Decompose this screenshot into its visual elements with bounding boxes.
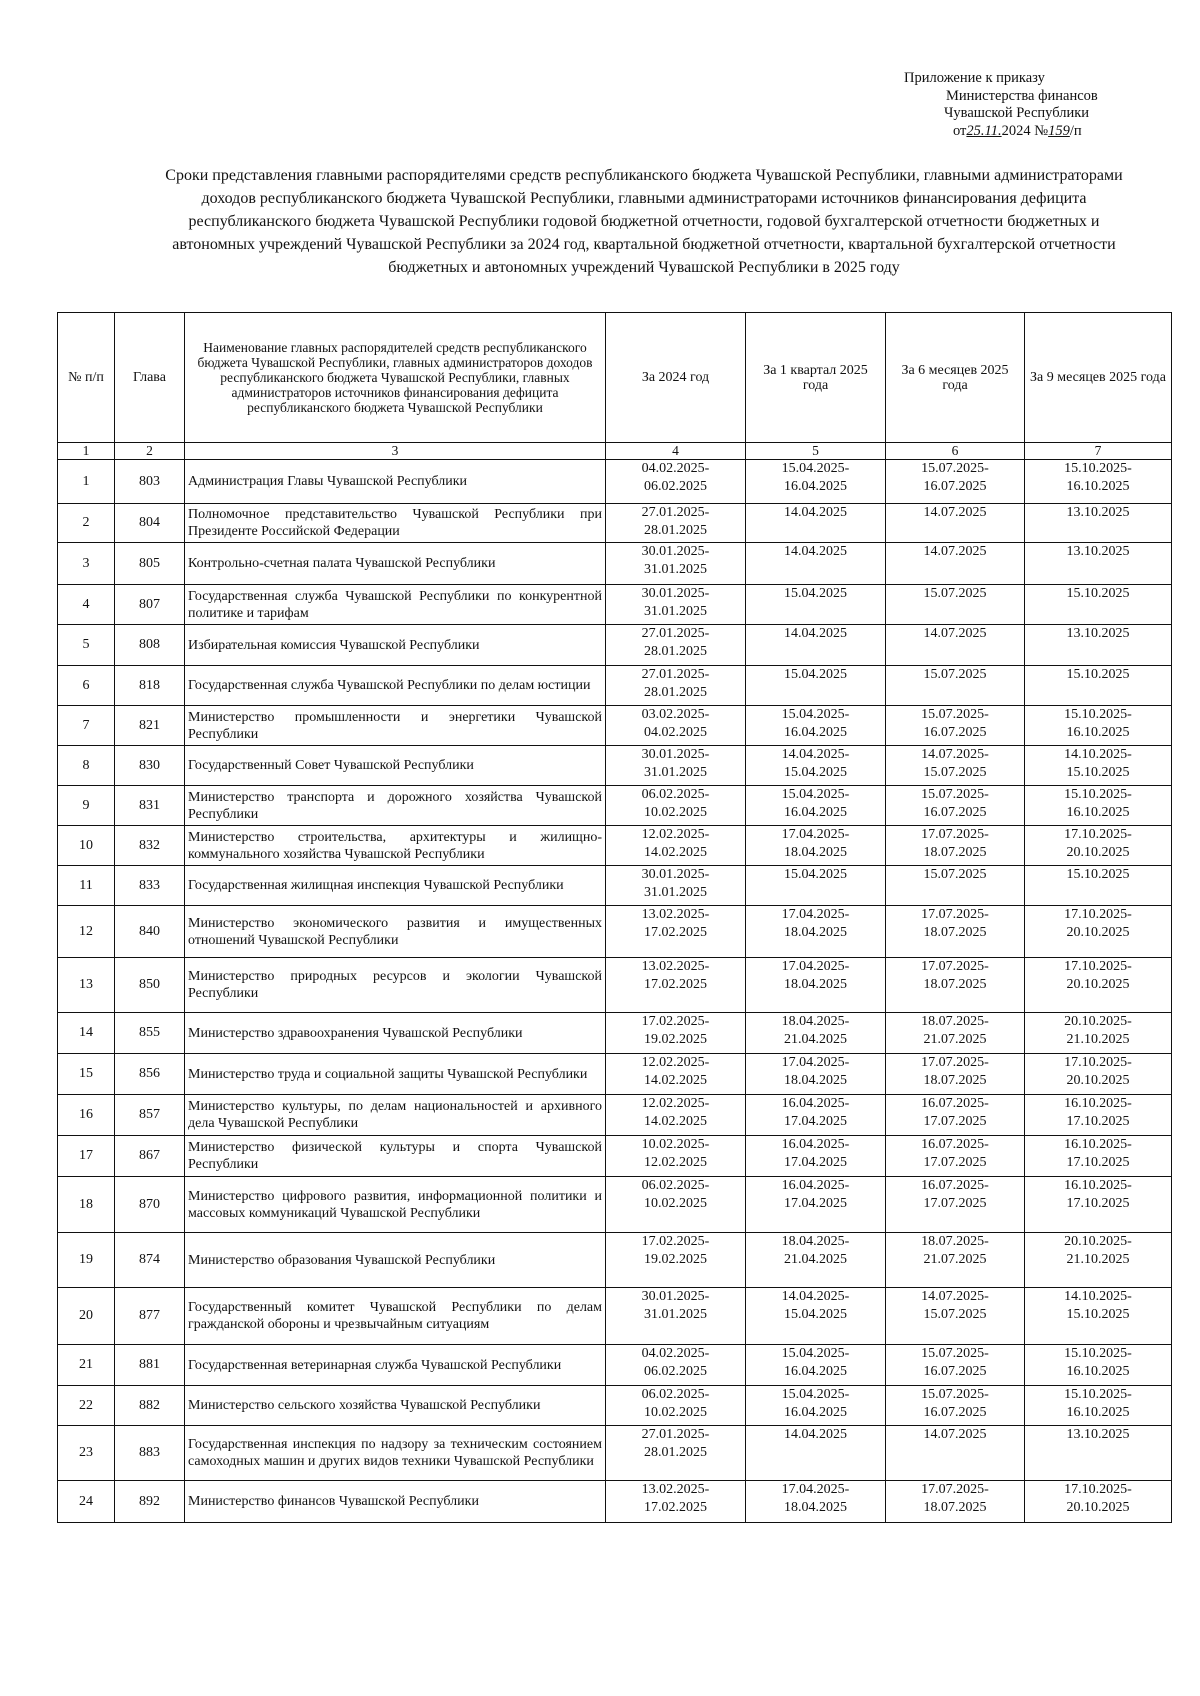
table-row xyxy=(58,1481,1172,1523)
deadline-q1-2025: 18.04.2025- 21.04.2025 xyxy=(746,1233,886,1288)
deadline-q1-2025: 16.04.2025- 17.04.2025 xyxy=(746,1136,886,1177)
row-number: 3 xyxy=(58,543,115,585)
organization-name: Государственная служба Чувашской Республики по конкурентной политике и тарифам xyxy=(185,585,606,625)
organization-name: Государственная ветеринарная служба Чувашской Республики xyxy=(185,1345,606,1386)
deadline-2024: 06.02.2025- 10.02.2025 xyxy=(606,1386,746,1426)
table-body xyxy=(58,460,1172,1523)
deadline-q1-2025: 14.04.2025 xyxy=(746,504,886,543)
organization-name: Государственная жилищная инспекция Чувашской Республики xyxy=(185,866,606,906)
deadline-h1-2025: 17.07.2025- 18.07.2025 xyxy=(886,1054,1025,1095)
deadline-2024: 12.02.2025- 14.02.2025 xyxy=(606,1054,746,1095)
deadline-2024: 04.02.2025- 06.02.2025 xyxy=(606,1345,746,1386)
chapter-code: 883 xyxy=(115,1426,185,1481)
organization-name: Министерство здравоохранения Чувашской Республики xyxy=(185,1013,606,1054)
chapter-code: 821 xyxy=(115,706,185,746)
deadline-q1-2025: 17.04.2025- 18.04.2025 xyxy=(746,1054,886,1095)
organization-name: Министерство труда и социальной защиты Чувашской Республики xyxy=(185,1054,606,1095)
chapter-code: 870 xyxy=(115,1177,185,1233)
row-number: 8 xyxy=(58,746,115,786)
chapter-code: 807 xyxy=(115,585,185,625)
table-row xyxy=(58,958,1172,1013)
deadline-2024: 27.01.2025- 28.01.2025 xyxy=(606,504,746,543)
deadline-h1-2025: 15.07.2025- 16.07.2025 xyxy=(886,460,1025,504)
appendix-line-1: Приложение к приказу xyxy=(904,70,1045,86)
table-row xyxy=(58,1013,1172,1054)
table-row xyxy=(58,1345,1172,1386)
deadline-2024: 27.01.2025- 28.01.2025 xyxy=(606,625,746,666)
deadline-9m-2025: 15.10.2025- 16.10.2025 xyxy=(1025,1345,1172,1386)
column-number: 3 xyxy=(185,443,606,460)
organization-name: Министерство строительства, архитектуры и жилищно-коммунального хозяйства Чувашской Республики xyxy=(185,826,606,866)
deadline-9m-2025: 15.10.2025- 16.10.2025 xyxy=(1025,786,1172,826)
row-number: 17 xyxy=(58,1136,115,1177)
chapter-code: 803 xyxy=(115,460,185,504)
chapter-code: 840 xyxy=(115,906,185,958)
row-number: 19 xyxy=(58,1233,115,1288)
row-number: 22 xyxy=(58,1386,115,1426)
table-row xyxy=(58,746,1172,786)
appendix-number-handwritten: 159 xyxy=(1048,122,1070,139)
row-number: 6 xyxy=(58,666,115,706)
header-year: За 2024 год xyxy=(606,313,746,443)
row-number: 20 xyxy=(58,1288,115,1345)
organization-name: Министерство транспорта и дорожного хозяйства Чувашской Республики xyxy=(185,786,606,826)
chapter-code: 867 xyxy=(115,1136,185,1177)
deadline-q1-2025: 16.04.2025- 17.04.2025 xyxy=(746,1177,886,1233)
deadline-9m-2025: 15.10.2025 xyxy=(1025,666,1172,706)
deadline-h1-2025: 15.07.2025- 16.07.2025 xyxy=(886,706,1025,746)
deadline-2024: 30.01.2025- 31.01.2025 xyxy=(606,746,746,786)
column-number: 1 xyxy=(58,443,115,460)
deadline-q1-2025: 15.04.2025 xyxy=(746,866,886,906)
deadline-9m-2025: 14.10.2025- 15.10.2025 xyxy=(1025,746,1172,786)
deadline-9m-2025: 15.10.2025 xyxy=(1025,866,1172,906)
organization-name: Министерство цифрового развития, информационной политики и массовых коммуникаций Чувашской Республики xyxy=(185,1177,606,1233)
chapter-code: 881 xyxy=(115,1345,185,1386)
deadline-q1-2025: 14.04.2025- 15.04.2025 xyxy=(746,746,886,786)
deadline-q1-2025: 17.04.2025- 18.04.2025 xyxy=(746,958,886,1013)
deadline-h1-2025: 14.07.2025- 15.07.2025 xyxy=(886,1288,1025,1345)
deadline-h1-2025: 14.07.2025 xyxy=(886,543,1025,585)
deadline-h1-2025: 15.07.2025 xyxy=(886,666,1025,706)
header-code: Глава xyxy=(115,313,185,443)
chapter-code: 833 xyxy=(115,866,185,906)
appendix-line-3: Чувашской Республики xyxy=(944,105,1090,121)
deadline-h1-2025: 16.07.2025- 17.07.2025 xyxy=(886,1095,1025,1136)
column-number: 5 xyxy=(746,443,886,460)
deadline-9m-2025: 13.10.2025 xyxy=(1025,1426,1172,1481)
deadline-h1-2025: 15.07.2025- 16.07.2025 xyxy=(886,1386,1025,1426)
deadline-2024: 03.02.2025- 04.02.2025 xyxy=(606,706,746,746)
deadline-2024: 06.02.2025- 10.02.2025 xyxy=(606,1177,746,1233)
row-number: 11 xyxy=(58,866,115,906)
deadline-q1-2025: 14.04.2025 xyxy=(746,1426,886,1481)
table-row xyxy=(58,1054,1172,1095)
deadline-9m-2025: 15.10.2025- 16.10.2025 xyxy=(1025,460,1172,504)
chapter-code: 808 xyxy=(115,625,185,666)
organization-name: Министерство сельского хозяйства Чувашской Республики xyxy=(185,1386,606,1426)
header-num: № п/п xyxy=(58,313,115,443)
deadline-2024: 06.02.2025- 10.02.2025 xyxy=(606,786,746,826)
deadline-9m-2025: 15.10.2025 xyxy=(1025,585,1172,625)
organization-name: Министерство культуры, по делам национальностей и архивного дела Чувашской Республики xyxy=(185,1095,606,1136)
table-row xyxy=(58,826,1172,866)
deadline-9m-2025: 15.10.2025- 16.10.2025 xyxy=(1025,1386,1172,1426)
organization-name: Министерство образования Чувашской Республики xyxy=(185,1233,606,1288)
deadline-q1-2025: 14.04.2025 xyxy=(746,543,886,585)
row-number: 16 xyxy=(58,1095,115,1136)
deadline-9m-2025: 16.10.2025- 17.10.2025 xyxy=(1025,1136,1172,1177)
deadline-9m-2025: 17.10.2025- 20.10.2025 xyxy=(1025,826,1172,866)
deadline-9m-2025: 17.10.2025- 20.10.2025 xyxy=(1025,906,1172,958)
organization-name: Министерство финансов Чувашской Республики xyxy=(185,1481,606,1523)
deadline-2024: 30.01.2025- 31.01.2025 xyxy=(606,585,746,625)
column-number: 4 xyxy=(606,443,746,460)
row-number: 12 xyxy=(58,906,115,958)
deadline-h1-2025: 18.07.2025- 21.07.2025 xyxy=(886,1233,1025,1288)
table-row xyxy=(58,786,1172,826)
row-number: 7 xyxy=(58,706,115,746)
deadline-9m-2025: 13.10.2025 xyxy=(1025,504,1172,543)
deadline-h1-2025: 14.07.2025 xyxy=(886,625,1025,666)
appendix-date-prefix: от xyxy=(953,122,967,139)
deadline-2024: 04.02.2025- 06.02.2025 xyxy=(606,460,746,504)
deadline-h1-2025: 14.07.2025- 15.07.2025 xyxy=(886,746,1025,786)
chapter-code: 877 xyxy=(115,1288,185,1345)
row-number: 5 xyxy=(58,625,115,666)
deadline-2024: 13.02.2025- 17.02.2025 xyxy=(606,1481,746,1523)
row-number: 10 xyxy=(58,826,115,866)
chapter-code: 830 xyxy=(115,746,185,786)
deadline-2024: 30.01.2025- 31.01.2025 xyxy=(606,1288,746,1345)
appendix-date-year: 2024 № xyxy=(1001,122,1049,139)
table-row xyxy=(58,906,1172,958)
row-number: 24 xyxy=(58,1481,115,1523)
deadline-h1-2025: 15.07.2025- 16.07.2025 xyxy=(886,786,1025,826)
deadline-h1-2025: 16.07.2025- 17.07.2025 xyxy=(886,1136,1025,1177)
document-title: Сроки представления главными распорядителями средств республиканского бюджета Чувашской Республики, главными администраторами доходов республиканского бюджета Чувашской Республики, главными администраторами источников финансирования дефицита республиканского бюджета Чувашской Республики годовой бюджетной отчетности, годовой бухгалтерской отчетности бюджетных и автономных учреждений Чувашской Республики за 2024 год, квартальной бюджетной отчетности, квартальной бухгалтерской отчетности бюджетных и автономных учреждений Чувашской Республики в 2025 году xyxy=(165,167,1123,276)
row-number: 4 xyxy=(58,585,115,625)
table-row xyxy=(58,543,1172,585)
organization-name: Министерство экономического развития и имущественных отношений Чувашской Республики xyxy=(185,906,606,958)
deadline-2024: 17.02.2025- 19.02.2025 xyxy=(606,1233,746,1288)
deadline-h1-2025: 15.07.2025 xyxy=(886,866,1025,906)
deadline-2024: 10.02.2025- 12.02.2025 xyxy=(606,1136,746,1177)
organization-name: Государственный Совет Чувашской Республики xyxy=(185,746,606,786)
column-number: 6 xyxy=(886,443,1025,460)
table-row xyxy=(58,1233,1172,1288)
organization-name: Министерство промышленности и энергетики Чувашской Республики xyxy=(185,706,606,746)
organization-name: Министерство физической культуры и спорта Чувашской Республики xyxy=(185,1136,606,1177)
column-number: 2 xyxy=(115,443,185,460)
table-header-row xyxy=(58,313,1172,443)
row-number: 15 xyxy=(58,1054,115,1095)
table-row xyxy=(58,1426,1172,1481)
deadline-9m-2025: 13.10.2025 xyxy=(1025,625,1172,666)
deadline-q1-2025: 15.04.2025- 16.04.2025 xyxy=(746,1386,886,1426)
chapter-code: 818 xyxy=(115,666,185,706)
deadline-q1-2025: 14.04.2025 xyxy=(746,625,886,666)
deadline-2024: 12.02.2025- 14.02.2025 xyxy=(606,1095,746,1136)
chapter-code: 850 xyxy=(115,958,185,1013)
table-row xyxy=(58,1177,1172,1233)
deadline-h1-2025: 15.07.2025 xyxy=(886,585,1025,625)
deadline-h1-2025: 17.07.2025- 18.07.2025 xyxy=(886,1481,1025,1523)
deadline-9m-2025: 13.10.2025 xyxy=(1025,543,1172,585)
row-number: 1 xyxy=(58,460,115,504)
chapter-code: 832 xyxy=(115,826,185,866)
table-row xyxy=(58,1288,1172,1345)
organization-name: Контрольно-счетная палата Чувашской Республики xyxy=(185,543,606,585)
chapter-code: 831 xyxy=(115,786,185,826)
column-number: 7 xyxy=(1025,443,1172,460)
organization-name: Государственная инспекция по надзору за техническим состоянием самоходных машин и других видов техники Чувашской Республики xyxy=(185,1426,606,1481)
header-name: Наименование главных распорядителей средств республиканского бюджета Чувашской Республики, главных администраторов доходов республиканского бюджета Чувашской Республики, главных администраторов источников финансирования дефицита республиканского бюджета Чувашской Республики xyxy=(185,313,606,443)
organization-name: Государственный комитет Чувашской Республики по делам гражданской обороны и чрезвычайным ситуациям xyxy=(185,1288,606,1345)
table-row xyxy=(58,666,1172,706)
deadline-2024: 17.02.2025- 19.02.2025 xyxy=(606,1013,746,1054)
organization-name: Полномочное представительство Чувашской Республики при Президенте Российской Федерации xyxy=(185,504,606,543)
appendix-block xyxy=(904,70,1098,140)
deadline-h1-2025: 14.07.2025 xyxy=(886,504,1025,543)
row-number: 9 xyxy=(58,786,115,826)
deadline-q1-2025: 14.04.2025- 15.04.2025 xyxy=(746,1288,886,1345)
deadline-9m-2025: 17.10.2025- 20.10.2025 xyxy=(1025,1054,1172,1095)
chapter-code: 805 xyxy=(115,543,185,585)
table-row xyxy=(58,1386,1172,1426)
deadline-2024: 27.01.2025- 28.01.2025 xyxy=(606,1426,746,1481)
deadline-q1-2025: 17.04.2025- 18.04.2025 xyxy=(746,1481,886,1523)
chapter-code: 855 xyxy=(115,1013,185,1054)
deadline-2024: 30.01.2025- 31.01.2025 xyxy=(606,543,746,585)
deadline-9m-2025: 15.10.2025- 16.10.2025 xyxy=(1025,706,1172,746)
deadline-9m-2025: 20.10.2025- 21.10.2025 xyxy=(1025,1013,1172,1054)
chapter-code: 857 xyxy=(115,1095,185,1136)
deadline-9m-2025: 16.10.2025- 17.10.2025 xyxy=(1025,1177,1172,1233)
appendix-number-suffix: /п xyxy=(1069,122,1082,139)
row-number: 23 xyxy=(58,1426,115,1481)
deadline-9m-2025: 16.10.2025- 17.10.2025 xyxy=(1025,1095,1172,1136)
chapter-code: 882 xyxy=(115,1386,185,1426)
chapter-code: 804 xyxy=(115,504,185,543)
table-row xyxy=(58,625,1172,666)
deadline-2024: 30.01.2025- 31.01.2025 xyxy=(606,866,746,906)
row-number: 18 xyxy=(58,1177,115,1233)
deadline-h1-2025: 17.07.2025- 18.07.2025 xyxy=(886,826,1025,866)
deadline-2024: 12.02.2025- 14.02.2025 xyxy=(606,826,746,866)
deadline-h1-2025: 14.07.2025 xyxy=(886,1426,1025,1481)
deadline-h1-2025: 15.07.2025- 16.07.2025 xyxy=(886,1345,1025,1386)
deadline-q1-2025: 15.04.2025- 16.04.2025 xyxy=(746,786,886,826)
row-number: 13 xyxy=(58,958,115,1013)
deadline-q1-2025: 16.04.2025- 17.04.2025 xyxy=(746,1095,886,1136)
organization-name: Администрация Главы Чувашской Республики xyxy=(185,460,606,504)
schedule-table xyxy=(57,312,1172,1523)
deadline-q1-2025: 15.04.2025- 16.04.2025 xyxy=(746,706,886,746)
deadline-h1-2025: 17.07.2025- 18.07.2025 xyxy=(886,958,1025,1013)
appendix-date-line xyxy=(904,123,1098,141)
column-number-row xyxy=(58,443,1172,460)
table-row xyxy=(58,585,1172,625)
appendix-date-handwritten: 25.11. xyxy=(966,122,1002,139)
deadline-h1-2025: 16.07.2025- 17.07.2025 xyxy=(886,1177,1025,1233)
deadline-q1-2025: 15.04.2025 xyxy=(746,585,886,625)
table-row xyxy=(58,706,1172,746)
deadline-q1-2025: 18.04.2025- 21.04.2025 xyxy=(746,1013,886,1054)
header-h1: За 6 месяцев 2025 года xyxy=(886,313,1025,443)
table-row xyxy=(58,866,1172,906)
row-number: 14 xyxy=(58,1013,115,1054)
organization-name: Министерство природных ресурсов и экологии Чувашской Республики xyxy=(185,958,606,1013)
chapter-code: 892 xyxy=(115,1481,185,1523)
deadline-9m-2025: 17.10.2025- 20.10.2025 xyxy=(1025,958,1172,1013)
table-row xyxy=(58,504,1172,543)
deadline-9m-2025: 20.10.2025- 21.10.2025 xyxy=(1025,1233,1172,1288)
chapter-code: 856 xyxy=(115,1054,185,1095)
deadline-h1-2025: 18.07.2025- 21.07.2025 xyxy=(886,1013,1025,1054)
header-m9: За 9 месяцев 2025 года xyxy=(1025,313,1172,443)
row-number: 21 xyxy=(58,1345,115,1386)
row-number: 2 xyxy=(58,504,115,543)
header-q1: За 1 квартал 2025 года xyxy=(746,313,886,443)
deadline-2024: 27.01.2025- 28.01.2025 xyxy=(606,666,746,706)
deadline-2024: 13.02.2025- 17.02.2025 xyxy=(606,906,746,958)
deadline-q1-2025: 15.04.2025- 16.04.2025 xyxy=(746,1345,886,1386)
deadline-q1-2025: 15.04.2025 xyxy=(746,666,886,706)
deadline-q1-2025: 15.04.2025- 16.04.2025 xyxy=(746,460,886,504)
deadline-q1-2025: 17.04.2025- 18.04.2025 xyxy=(746,826,886,866)
organization-name: Избирательная комиссия Чувашской Республики xyxy=(185,625,606,666)
chapter-code: 874 xyxy=(115,1233,185,1288)
deadline-9m-2025: 14.10.2025- 15.10.2025 xyxy=(1025,1288,1172,1345)
organization-name: Государственная служба Чувашской Республики по делам юстиции xyxy=(185,666,606,706)
deadline-2024: 13.02.2025- 17.02.2025 xyxy=(606,958,746,1013)
deadline-9m-2025: 17.10.2025- 20.10.2025 xyxy=(1025,1481,1172,1523)
table-row xyxy=(58,1095,1172,1136)
deadline-q1-2025: 17.04.2025- 18.04.2025 xyxy=(746,906,886,958)
appendix-line-2: Министерства финансов xyxy=(946,87,1098,104)
table-row xyxy=(58,460,1172,504)
table-row xyxy=(58,1136,1172,1177)
deadline-h1-2025: 17.07.2025- 18.07.2025 xyxy=(886,906,1025,958)
